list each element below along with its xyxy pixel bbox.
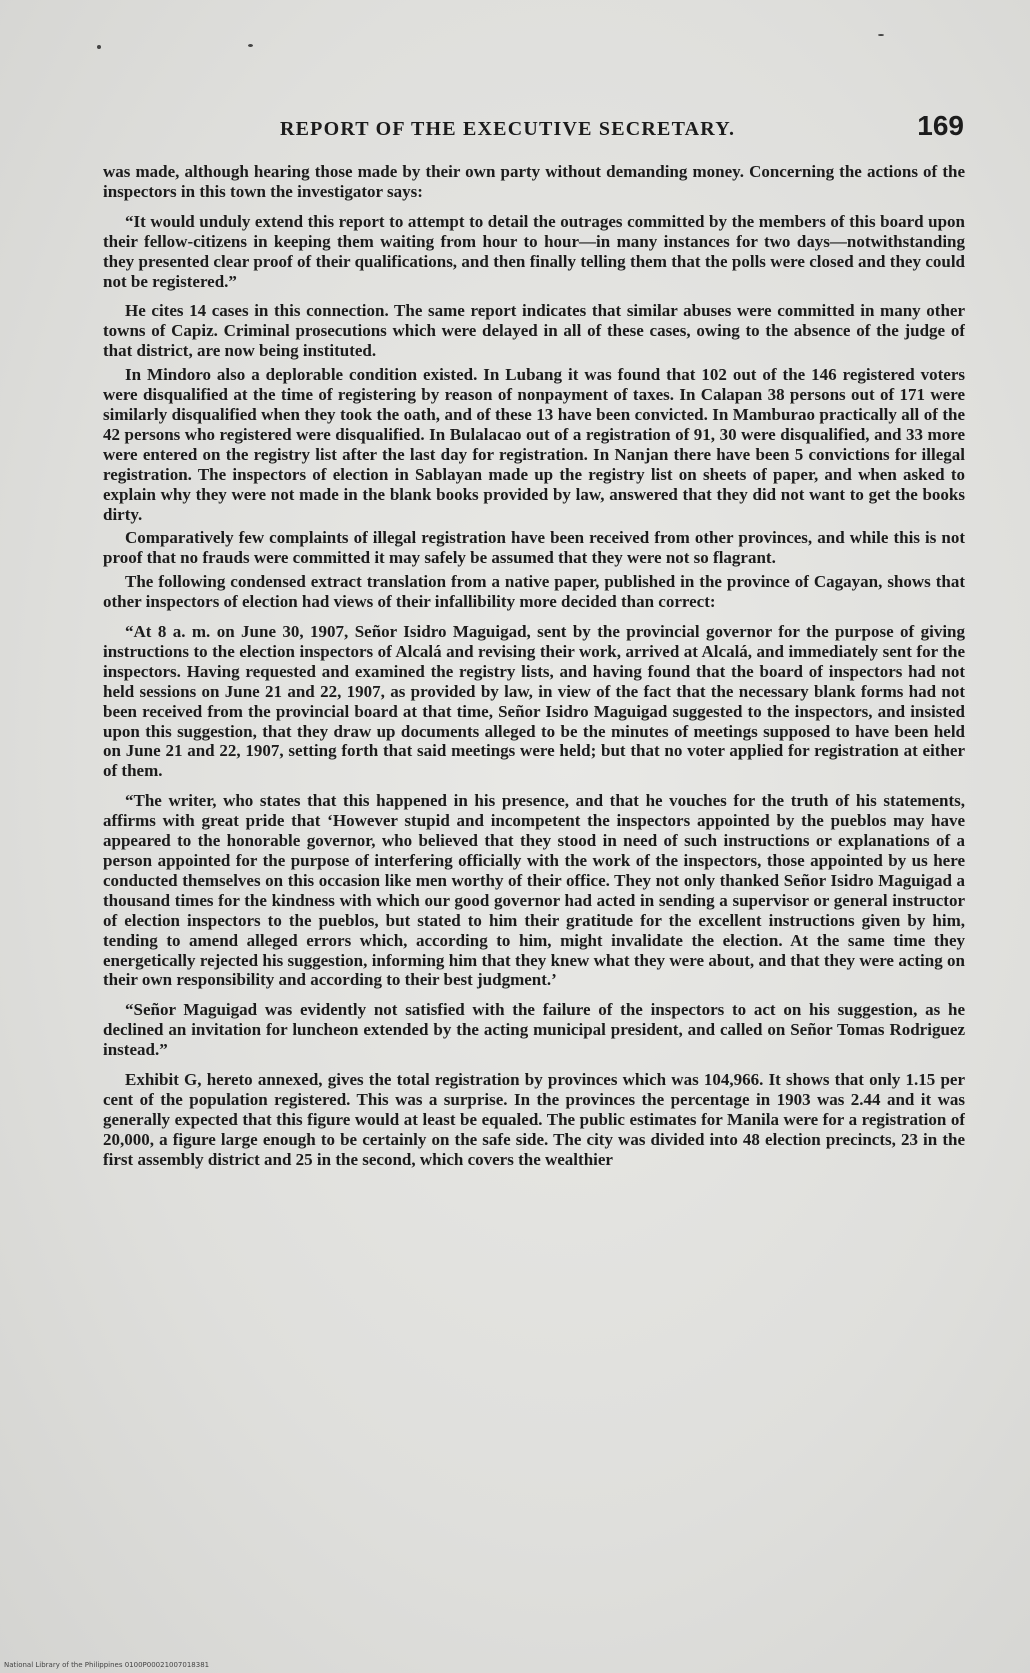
page-header <box>100 110 970 150</box>
block-quote: “Señor Maguigad was evidently not satisfied with the failure of the inspectors to act on his suggestion, as he declined an invitation for luncheon extended by the acting municipal president, and called on Señor Tomas Rodriguez instead.” <box>103 1000 965 1060</box>
paragraph: In Mindoro also a deplorable condition existed. In Lubang it was found that 102 out of the 146 registered voters were disqualified at the time of registering by reason of nonpayment of taxes. In Calapan 38 persons out of 171 were similarly disqualified when they took the oath, and of these 13 have been convicted. In Mamburao practically all of the 42 persons who registered were disqualified. In Bulalacao out of a registration of 91, 30 were disqualified, and 33 more were entered on the registry list after the last day for registration. In Nanjan there have been 5 convictions for illegal registration. The inspectors of election in Sablayan made up the registry list on sheets of paper, and when asked to explain why they were not made in the blank books provided by law, answered that they did not want to get the books dirty. <box>103 365 965 524</box>
scan-footer: National Library of the Philippines 0100P00021007018381 <box>4 1661 210 1669</box>
paragraph: Exhibit G, hereto annexed, gives the total registration by provinces which was 104,966. It shows that only 1.15 per cent of the population registered. This was a surprise. In the provinces the percentage in 1903 was 2.44 and it was generally expected that this figure would at least be equaled. The public estimates for Manila were for a registration of 20,000, a figure large enough to be certainly on the safe side. The city was divided into 48 election precincts, 23 in the first assembly district and 25 in the second, which covers the wealthier <box>103 1070 965 1169</box>
paragraph: Comparatively few complaints of illegal registration have been received from other provinces, and while this is not proof that no frauds were committed it may safely be assumed that they were not so flagrant. <box>103 528 965 568</box>
ink-speck <box>878 34 884 36</box>
running-head: REPORT OF THE EXECUTIVE SECRETARY. <box>280 118 736 140</box>
paragraph: was made, although hearing those made by their own party without demanding money. Concerning the actions of the inspectors in this town the investigator says: <box>103 162 965 201</box>
paragraph: The following condensed extract translation from a native paper, published in the province of Cagayan, shows that other inspectors of election had views of their infallibility more decided than correct: <box>103 572 965 612</box>
paragraph: He cites 14 cases in this connection. The same report indicates that similar abuses were committed in many other towns of Capiz. Criminal prosecutions which were delayed in all of these cases, owing to the absence of the judge of that district, are now being instituted. <box>103 301 965 361</box>
block-quote: “It would unduly extend this report to attempt to detail the outrages committed by the members of this board upon their fellow-citizens in keeping them waiting from hour to hour—in many instances for two days—notwithstanding they presented clear proof of their qualifications, and then finally telling them that the polls were closed and they could not be registered.” <box>103 211 965 291</box>
block-quote: “At 8 a. m. on June 30, 1907, Señor Isidro Maguigad, sent by the provincial governor for the purpose of giving instructions to the election inspectors of Alcalá and revising their work, arrived at Alcalá, and immediately sent for the inspectors. Having requested and examined the registry lists, and having found that the board of inspectors had not held sessions on June 21 and 22, 1907, as provided by law, in view of the fact that the necessary blank forms had not been received from the provincial board at that time, Señor Isidro Maguigad suggested to the inspectors, and insisted upon this suggestion, that they draw up documents alleged to be the minutes of meetings supposed to have been held on June 21 and 22, 1907, setting forth that said meetings were held; but that no voter applied for registration at either of them. <box>103 622 965 781</box>
ink-speck <box>248 44 253 47</box>
ink-speck <box>97 45 101 49</box>
block-quote: “The writer, who states that this happened in his presence, and that he vouches for the truth of his statements, affirms with great pride that ‘However stupid and incompetent the inspectors appointed by the pueblos may have appeared to the honorable governor, who believed that they stood in need of such instructions or explanations of a person appointed for the purpose of interfering officially with the work of the inspectors, those appointed by us here conducted themselves on this occasion like men worthy of their office. They not only thanked Señor Isidro Maguigad a thousand times for the kindness with which our good governor had acted in sending a supervisor or general instructor of election inspectors to the pueblos, but stated to him their gratitude for the excellent instructions given by him, tending to amend alleged errors which, according to him, might invalidate the election. At the same time they energetically rejected his suggestion, informing him that they knew what they were about, and that they were acting on their own responsibility and according to their best judgment.’ <box>103 791 965 990</box>
page-number: 169 <box>917 110 964 141</box>
body-text <box>103 162 965 1612</box>
